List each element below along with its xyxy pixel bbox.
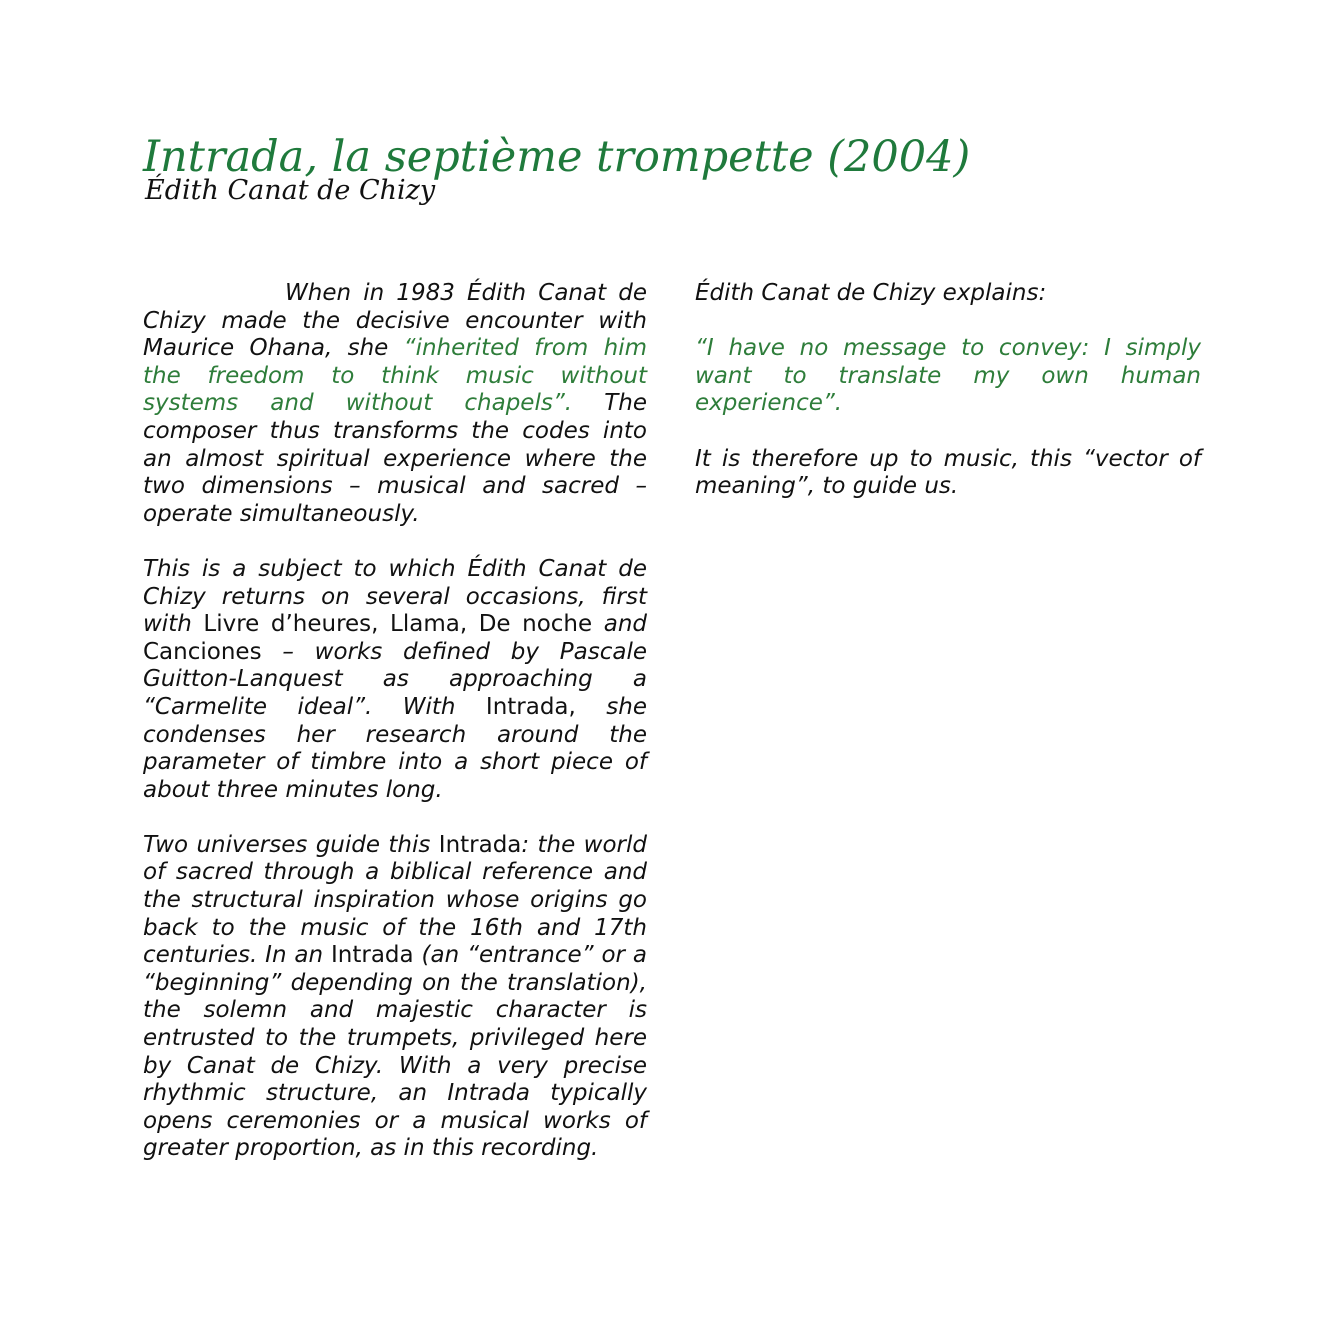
paragraph-text: and <box>592 611 648 638</box>
paragraph-text: : the world of sacred through a biblical reference and the structural inspiration whose origins go back to the music of the 16th and 17th centuries. In an <box>143 831 648 969</box>
work-title: Intrada, <box>485 693 576 720</box>
page-title: Intrada, la septième trompette (2004) <box>143 132 971 182</box>
paragraph-subject <box>143 556 647 804</box>
paragraph-encounter <box>143 280 647 528</box>
left-column <box>143 280 647 1191</box>
paragraph-text: When in 1983 Édith Canat de Chizy made the decisive encounter with Maurice Ohana, she <box>143 280 647 362</box>
paragraph-explains: Édith Canat de Chizy explains: <box>695 280 1047 306</box>
composer-quote: “I have no message to convey: I simply want to translate my own human experience”. <box>695 335 1201 417</box>
right-column <box>695 280 1201 528</box>
paragraph-text: The composer thus transforms the codes into an almost spiritual experience where the two dimensions – musical and sacred – operate simultaneously. <box>143 390 647 527</box>
work-title: Intrada <box>438 831 522 858</box>
composer-name: Édith Canat de Chizy <box>145 175 436 206</box>
paragraph-text: she condenses her research around the parameter of timbre into a short piece of about three minutes long. <box>143 693 647 803</box>
paragraph-text: – works defined by Pascale Guitton-Lanquest as approaching a “Carmelite ideal”. With <box>143 638 647 720</box>
paragraph-text: Two universes guide this <box>143 831 439 858</box>
ohana-quote: “inherited from him the freedom to think music without systems and without chapels”. <box>143 335 647 417</box>
work-title: Intrada <box>331 942 414 969</box>
paragraph-text: This is a subject to which Édith Canat de Chizy returns on several occasions, first with <box>143 555 647 638</box>
paragraph-universes <box>143 832 647 1163</box>
paragraph-text: (an “entrance” or a “beginning” depending on the translation), the solemn and majestic character is entrusted to the trumpets, privileged here by Canat de Chizy. With a very precise rhythmic structure, an Intrada typically opens ceremonies or a musical works of greater proportion, as in this recording. <box>143 942 647 1162</box>
work-titles: Livre d’heures, Llama, De noche <box>203 611 593 638</box>
work-title: Canciones <box>143 638 262 665</box>
paragraph-conclusion: It is therefore up to music, this “vector of meaning”, to guide us. <box>695 445 1201 500</box>
